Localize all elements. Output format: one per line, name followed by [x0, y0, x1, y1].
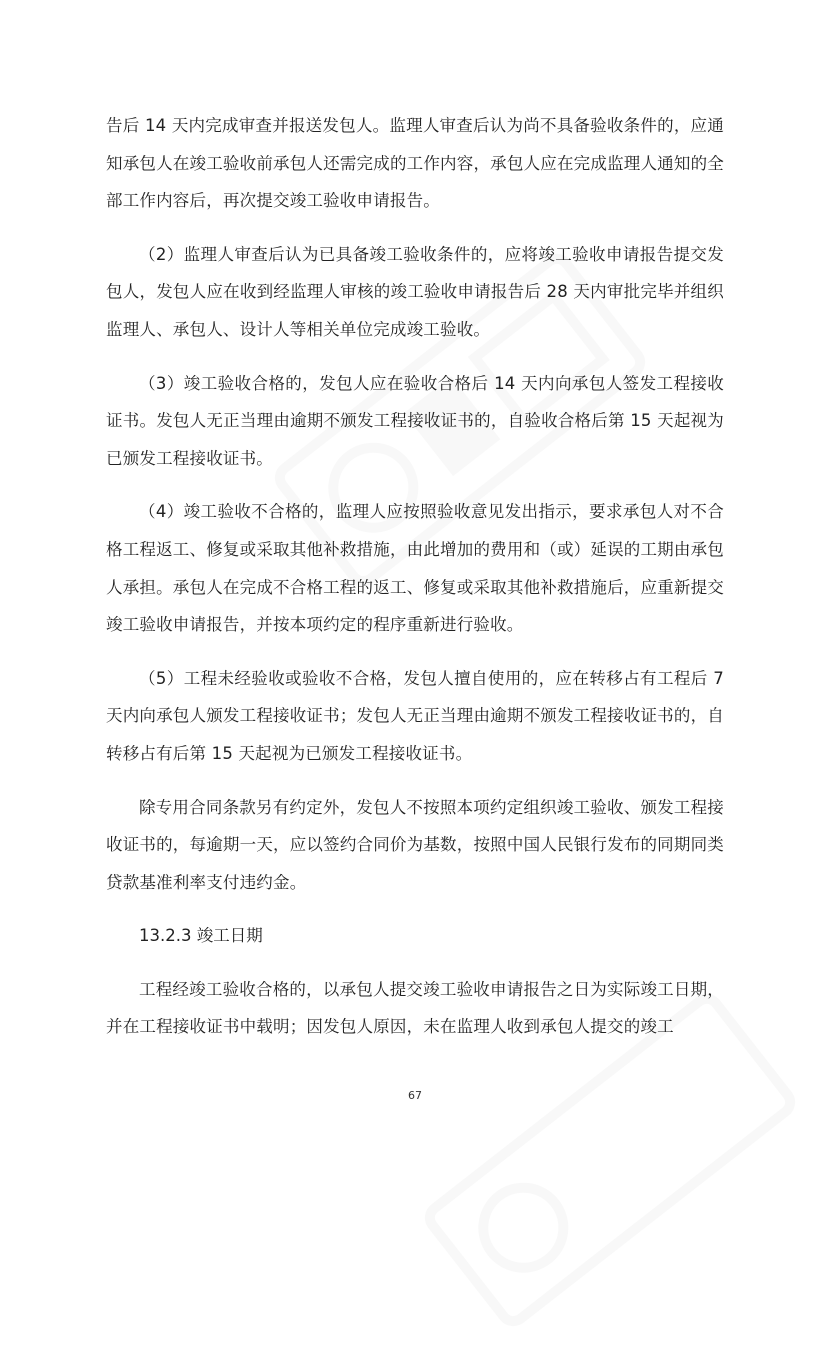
document-body	[106, 107, 730, 1062]
paragraph-item-2: （2）监理人审查后认为已具备竣工验收条件的，应将竣工验收申请报告提交发包人，发包人应在收到经监理人审核的竣工验收申请报告后 28 天内审批完毕并组织监理人、承包人、设计人等相关单位完成竣工验收。	[106, 244, 724, 339]
paragraph-completion-date: 工程经竣工验收合格的，以承包人提交竣工验收申请报告之日为实际竣工日期，并在工程接收证书中载明；因发包人原因，未在监理人收到承包人提交的竣工	[106, 979, 724, 1037]
page-number: 67	[408, 1089, 422, 1102]
paragraph-default-clause: 除专用合同条款另有约定外，发包人不按照本项约定组织竣工验收、颁发工程接收证书的，每逾期一天，应以签约合同价为基数，按照中国人民银行发布的同期同类贷款基准利率支付违约金。	[106, 797, 724, 892]
section-heading: 13.2.3 竣工日期	[139, 926, 263, 946]
paragraph-item-5: （5）工程未经验收或验收不合格，发包人擅自使用的，应在转移占有工程后 7 天内向承包人颁发工程接收证书；发包人无正当理由逾期不颁发工程接收证书的，自转移占有后第 15 天起视为已颁发工程接收证书。	[106, 668, 730, 763]
paragraph-continuation: 告后 14 天内完成审查并报送发包人。监理人审查后认为尚不具备验收条件的，应通知承包人在竣工验收前承包人还需完成的工作内容，承包人应在完成监理人通知的全部工作内容后，再次提交竣工验收申请报告。	[106, 116, 724, 211]
paragraph-item-3: （3）竣工验收合格的，发包人应在验收合格后 14 天内向承包人签发工程接收证书。发包人无正当理由逾期不颁发工程接收证书的，自验收合格后第 15 天起视为已颁发工程接收证书。	[106, 373, 724, 468]
paragraph-item-4: （4）竣工验收不合格的，监理人应按照验收意见发出指示，要求承包人对不合格工程返工、修复或采取其他补救措施，由此增加的费用和（或）延误的工期由承包人承担。承包人在完成不合格工程的返工、修复或采取其他补救措施后，应重新提交竣工验收申请报告，并按本项约定的程序重新进行验收。	[106, 502, 724, 635]
